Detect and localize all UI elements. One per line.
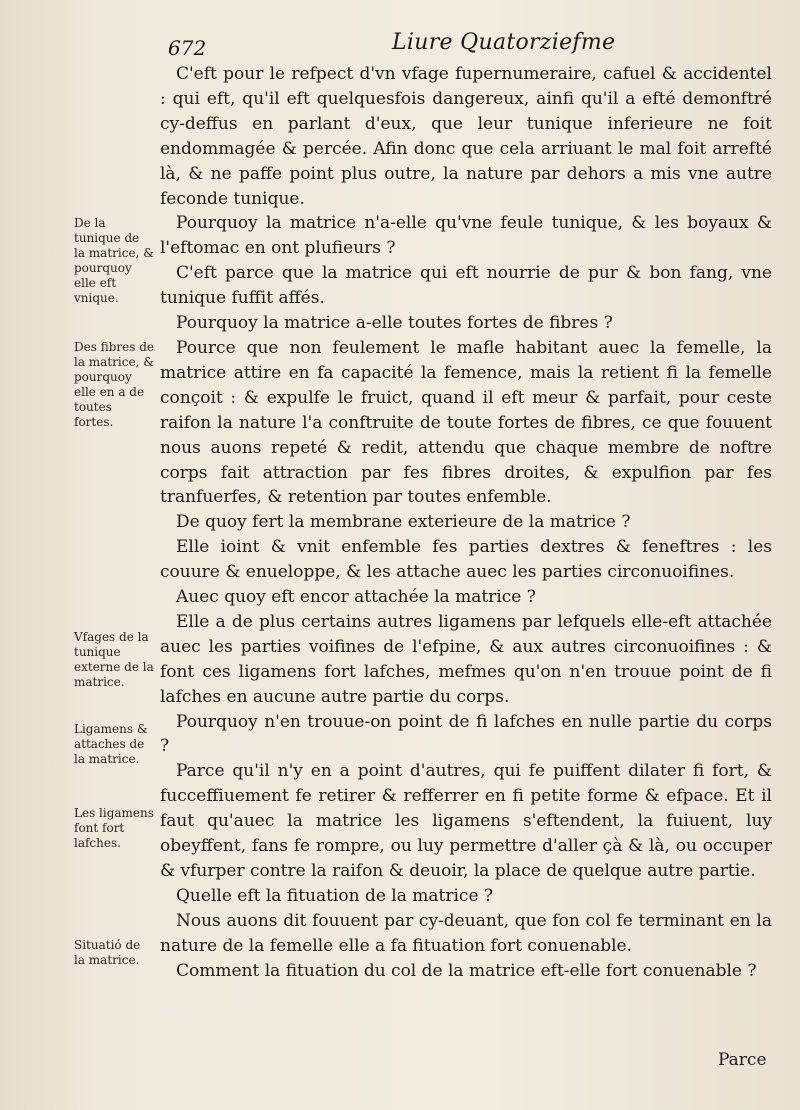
margin-note: Situatió de la matrice.	[74, 938, 141, 967]
paragraph: Nous auons dit fouuent par cy-deuant, que fon col fe terminant en la nature de la femelle elle a fa fituation fort conuenable.	[160, 910, 772, 956]
margin-note: Les ligamens font fort lafches.	[74, 806, 154, 850]
margin-note: Vfages de la tunique externe de la matrice.	[74, 630, 154, 689]
page-number: 672	[168, 36, 207, 60]
question: Pourquoy la matrice a-elle toutes fortes de fibres ?	[176, 313, 613, 334]
paragraph: C'eft parce que la matrice qui eft nourrie de pur & bon fang, vne tunique fuffit affés.	[160, 263, 772, 309]
paragraph: Elle ioint & vnit enfemble fes parties dextres & feneftres : les couure & enueloppe, & les attache auec les parties circonuoifines.	[160, 537, 772, 583]
running-title: Liure Quatorziefme	[392, 30, 616, 55]
margin-note: Ligamens & attaches de la matrice.	[74, 722, 148, 766]
paragraph: Parce qu'il n'y en a point d'autres, qui fe puiffent dilater fi fort, & fucceffiuement fe retirer & refferrer en fi petite forme & efpace. Et il faut qu'auec la matrice les ligamens s'eftendent, la fuiuent, luy obeyffent, fans fe rompre, ou luy permettre d'aller çà & là, ou occuper & vfurper contre la raifon & deuoir, la place de quelque autre partie.	[160, 761, 772, 881]
body-text	[160, 62, 772, 984]
page-header	[162, 30, 782, 64]
question: Pourquoy la matrice n'a-elle qu'vne feule tunique, & les boyaux & l'eftomac en ont plufieurs ?	[160, 213, 772, 259]
question: Comment la fituation du col de la matrice eft-elle fort conuenable ?	[176, 960, 757, 981]
paragraph: Elle a de plus certains autres ligamens par lefquels elle-eft attachée auec les parties voifines de l'efpine, & aux autres circonuoifines : & font ces ligamens fort lafches, mefmes qu'on n'en trouue point de fi lafches en aucune autre partie du corps.	[160, 611, 772, 707]
catchword: Parce	[718, 1050, 767, 1070]
question: Auec quoy eft encor attachée la matrice ?	[176, 587, 536, 608]
margin-note: Des fibres de la matrice, & pourquoy elle en a de toutes fortes.	[74, 340, 154, 429]
paragraph: Pource que non feulement le mafle habitant auec la femelle, la matrice attire en fa capacité la femence, mais la retient fi la femelle conçoit : & expulfe le fruict, quand il eft meur & parfait, pour ceste raifon la nature l'a conftruite de toute fortes de fibres, ce que fouuent nous auons repeté & redit, attendu que chaque membre de noftre corps fait attraction par fes fibres droites, & expulfion par fes tranfuerfes, & retention par toutes enfemble.	[160, 337, 772, 508]
question: Pourquoy n'en trouue-on point de fi lafches en nulle partie du corps ?	[160, 711, 772, 757]
question: De quoy fert la membrane exterieure de la matrice ?	[176, 512, 631, 533]
paragraph: C'eft pour le refpect d'vn vfage fupernumeraire, cafuel & accidentel : qui eft, qu'il eft quelquesfois dangereux, ainfi qu'il a efté demonftré cy-deffus en parlant d'eux, que leur tunique inferieure ne foit endommagée & percée. Afin donc que cela arriuant le mal foit arrefté là, & ne paffe point plus outre, la nature par dehors a mis vne autre feconde tunique.	[160, 64, 772, 209]
margin-note: De la tunique de la matrice, & pourquoy elle eft vnique.	[74, 216, 154, 305]
question: Quelle eft la fituation de la matrice ?	[176, 885, 494, 906]
